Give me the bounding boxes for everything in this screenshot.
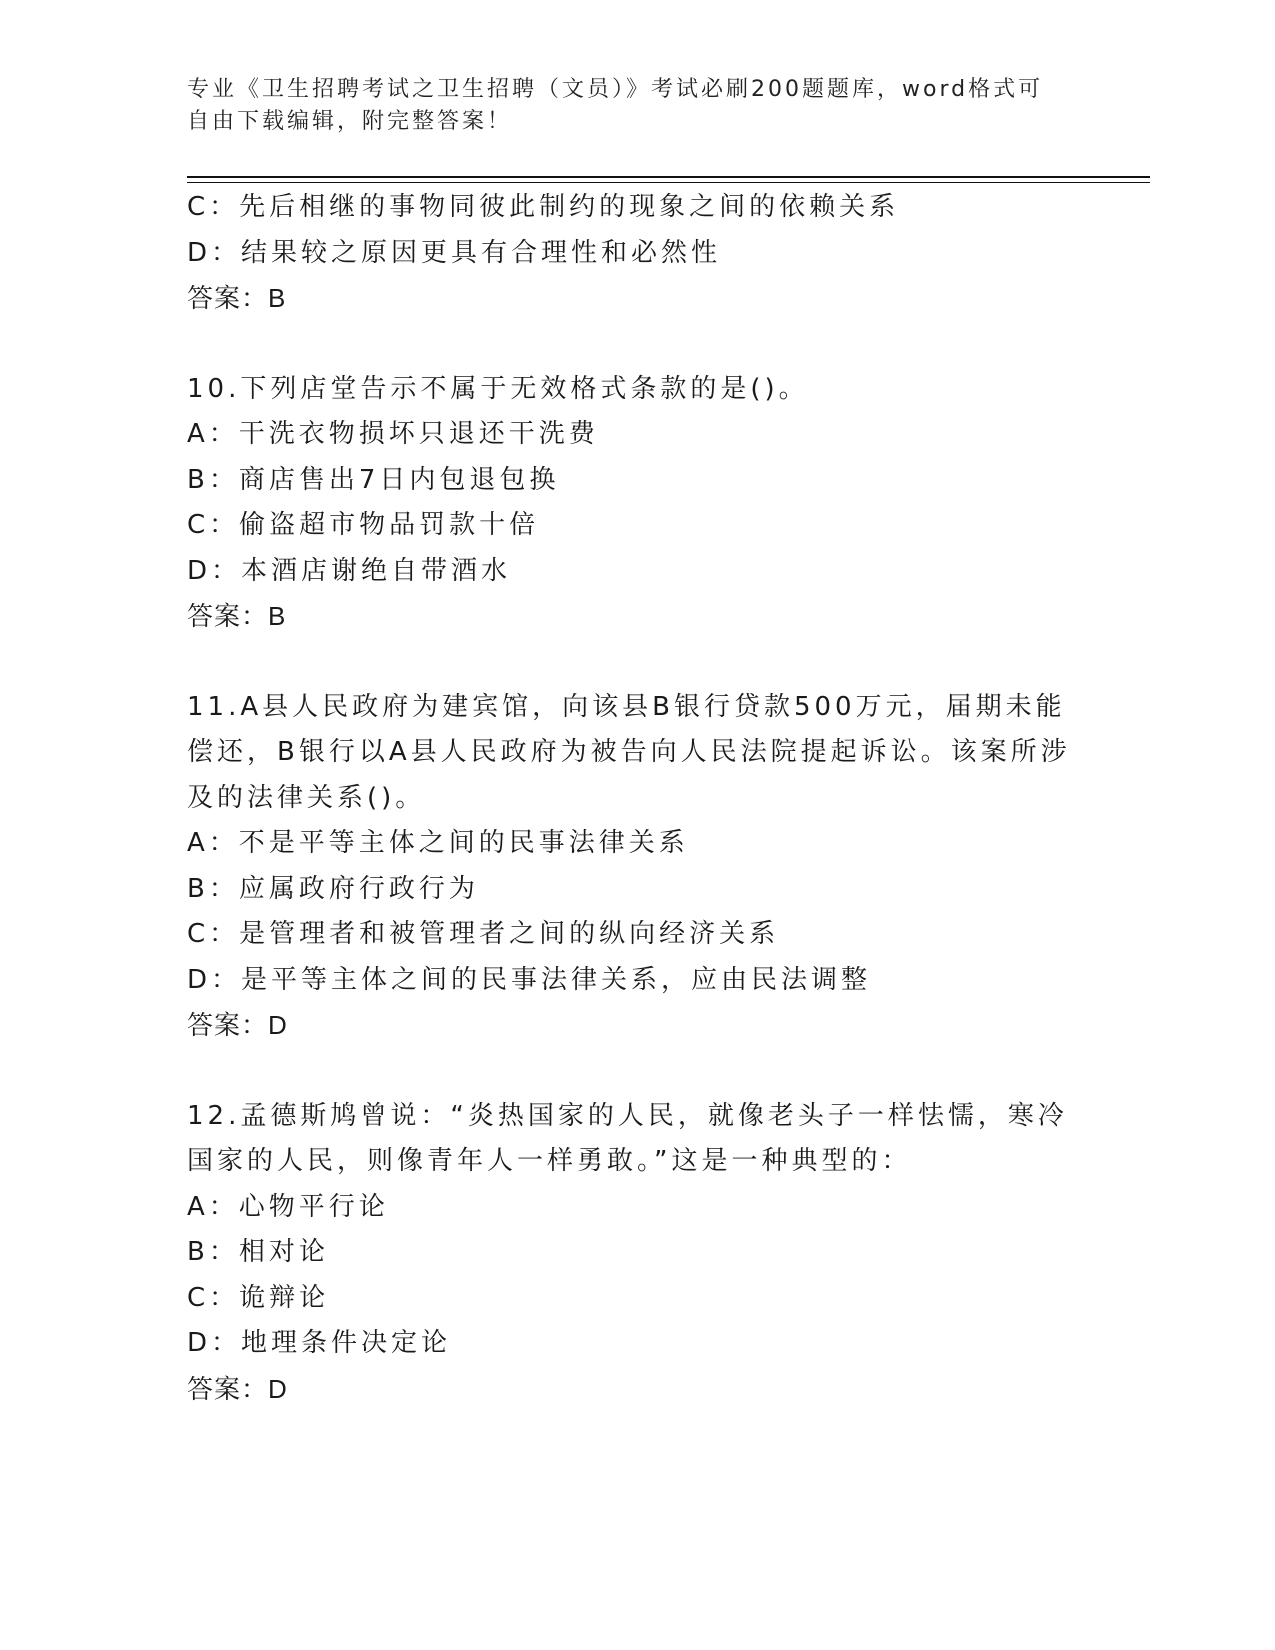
option-a: A：心物平行论 (187, 1191, 389, 1222)
document-header: 专业《卫生招聘考试之卫生招聘（文员）》考试必刷200题题库，word格式可自由下载编辑，附完整答案！ (187, 77, 1044, 134)
question-12 (187, 1094, 1087, 1413)
question-continued (187, 185, 1087, 322)
question-stem: 12.孟德斯鸠曾说：“炎热国家的人民，就像老头子一样怯懦，寒冷国家的人民，则像青年人一样勇敢。”这是一种典型的： (187, 1100, 1068, 1176)
option-b: B：应属政府行政行为 (187, 873, 479, 904)
header-rule-thick (187, 176, 1150, 178)
question-10 (187, 367, 1087, 640)
option-a: A：干洗衣物损坏只退还干洗费 (187, 419, 599, 449)
answer-line: 答案：D (187, 1010, 288, 1040)
header-rule-thin (187, 182, 1150, 183)
option-d: D：结果较之原因更具有合理性和必然性 (187, 237, 722, 268)
option-b: B：商店售出7日内包退包换 (187, 464, 560, 495)
option-c: C：先后相继的事物同彼此制约的现象之间的依赖关系 (187, 192, 900, 222)
option-d: D：地理条件决定论 (187, 1328, 452, 1358)
answer-line: 答案：B (187, 283, 287, 313)
answer-line: 答案：D (187, 1373, 288, 1404)
option-d: D：是平等主体之间的民事法律关系，应由民法调整 (187, 964, 872, 995)
option-d: D：本酒店谢绝自带酒水 (187, 555, 512, 586)
option-c: C：诡辩论 (187, 1282, 330, 1313)
question-stem: 10.下列店堂告示不属于无效格式条款的是()。 (187, 373, 809, 404)
answer-line: 答案：B (187, 601, 287, 631)
question-11 (187, 685, 1087, 1049)
option-a: A：不是平等主体之间的民事法律关系 (187, 828, 689, 858)
option-b: B：相对论 (187, 1237, 329, 1267)
option-c: C：是管理者和被管理者之间的纵向经济关系 (187, 919, 780, 949)
question-list (187, 185, 1087, 1412)
option-c: C：偷盗超市物品罚款十倍 (187, 510, 540, 540)
question-stem: 11.A县人民政府为建宾馆，向该县B银行贷款500万元，届期未能偿还，B银行以A县人民政府为被告向人民法院提起诉讼。该案所涉及的法律关系()。 (187, 691, 1071, 813)
